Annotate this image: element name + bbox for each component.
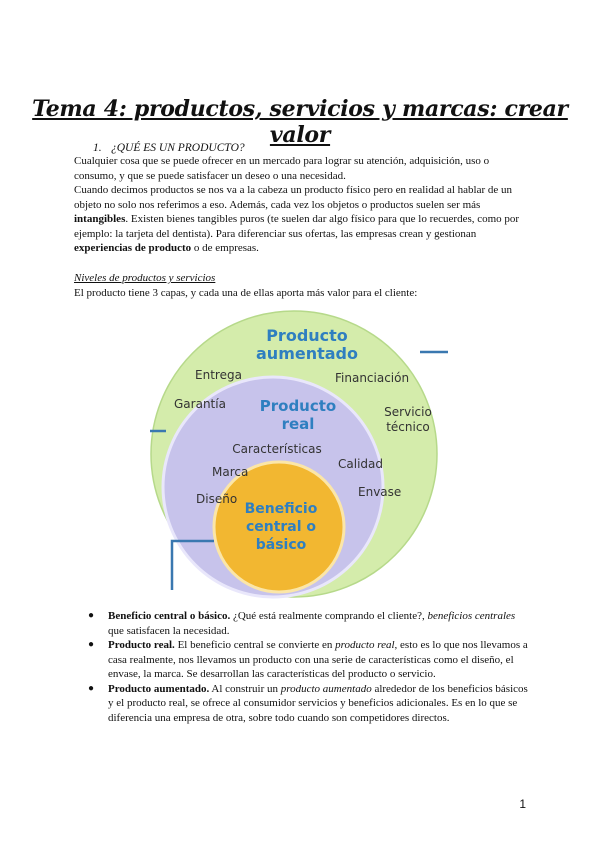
bullet-beneficio-central (88, 609, 533, 638)
levels-bullet-list (88, 609, 533, 725)
bullet2-italic: producto real (335, 639, 395, 651)
page-number: 1 (519, 797, 526, 811)
bullet3-text2: alrededor de los beneficios básicos y el producto real, se ofrece al consumidor servicios y beneficios adicionales. Es en lo que se diferencia una empresa de otra, sobre todo cuando son competidores directos. (108, 682, 528, 724)
product-levels-diagram (150, 305, 450, 605)
p2-bold-intangibles: intangibles (74, 213, 126, 225)
outer-title-line2: aumentado (256, 344, 358, 363)
bullet1-text2: que satisfacen la necesidad. (108, 624, 230, 637)
outer-item-garantia: Garantía (174, 397, 226, 411)
middle-title-line2: real (281, 415, 315, 433)
section-number: 1. (93, 142, 102, 154)
bullet-dot: ● (88, 639, 95, 650)
outer-item-entrega: Entrega (195, 368, 242, 382)
outer-item-servicio: Servicio (384, 405, 432, 419)
outer-title-line1: Producto (266, 326, 348, 345)
bullet2-text2: , esto es lo que nos llevamos a casa realmente, nos llevamos un producto con una serie de características como el diseño, el envase, la marca. Se desarrollan las características del producto o servicio. (108, 639, 528, 680)
bullet2-text: El beneficio central se convierte en (174, 639, 336, 651)
middle-item-marca: Marca (212, 465, 249, 479)
middle-title-line1: Producto (259, 397, 337, 415)
paragraph-definition: Cualquier cosa que se puede ofrecer en un mercado para lograr su atención, adquisición, uso o consumo, y que se puede satisfacer un deseo o una necesidad. (74, 155, 490, 182)
bullet3-italic: producto aumentado (280, 682, 372, 695)
page-title: Tema 4: productos, servicios y marcas: crear valor (32, 96, 568, 148)
inner-title-line1: Beneficio (244, 501, 318, 517)
middle-item-calidad: Calidad (338, 457, 383, 471)
bullet-producto-aumentado (88, 682, 533, 726)
section-heading (93, 142, 245, 154)
bullet1-bold: Beneficio central o básico. (108, 610, 231, 622)
inner-title-line3: básico (255, 537, 307, 553)
middle-item-diseno: Diseño (196, 492, 238, 506)
bullet2-bold: Producto real. (108, 639, 175, 651)
outer-item-tecnico: técnico (386, 420, 430, 434)
bullet3-text: Al construir un (209, 682, 281, 695)
bullet-dot: ● (88, 610, 95, 621)
subheading-niveles: Niveles de productos y servicios (74, 272, 216, 284)
bullet3-bold: Producto aumentado. (108, 682, 210, 695)
p2-text-b: . Existen bienes tangibles puros (te suelen dar algo físico para que lo recuerdes, como por ejemplo: la tarjeta del dentista). Para diferenciar sus ofertas, las empresas crean y gestionan (74, 213, 520, 240)
bullet-producto-real (88, 638, 533, 682)
bullet1-italic: beneficios centrales (427, 610, 516, 622)
p2-text-a: Cuando decimos productos se nos va a la cabeza un producto físico pero en realidad al hablar de un objeto no solo nos referimos a eso. Además, cada vez los objetos o productos suelen ser más (74, 184, 513, 211)
bullet-dot: ● (88, 682, 95, 694)
bullet1-text: ¿Qué está realmente comprando el cliente?, (230, 610, 428, 622)
p2-text-c: o de empresas. (191, 242, 259, 254)
middle-item-caracteristicas: Características (232, 442, 322, 456)
outer-item-financiacion: Financiación (335, 371, 410, 385)
middle-item-envase: Envase (358, 485, 402, 499)
paragraph-intangibles (74, 183, 529, 256)
section-heading-text: ¿QUÉ ES UN PRODUCTO? (111, 142, 245, 154)
p2-bold-experiencias: experiencias de producto (74, 242, 192, 254)
inner-title-line2: central o (245, 519, 317, 535)
paragraph-intro: El producto tiene 3 capas, y cada una de ellas aporta más valor para el cliente: (74, 287, 418, 299)
